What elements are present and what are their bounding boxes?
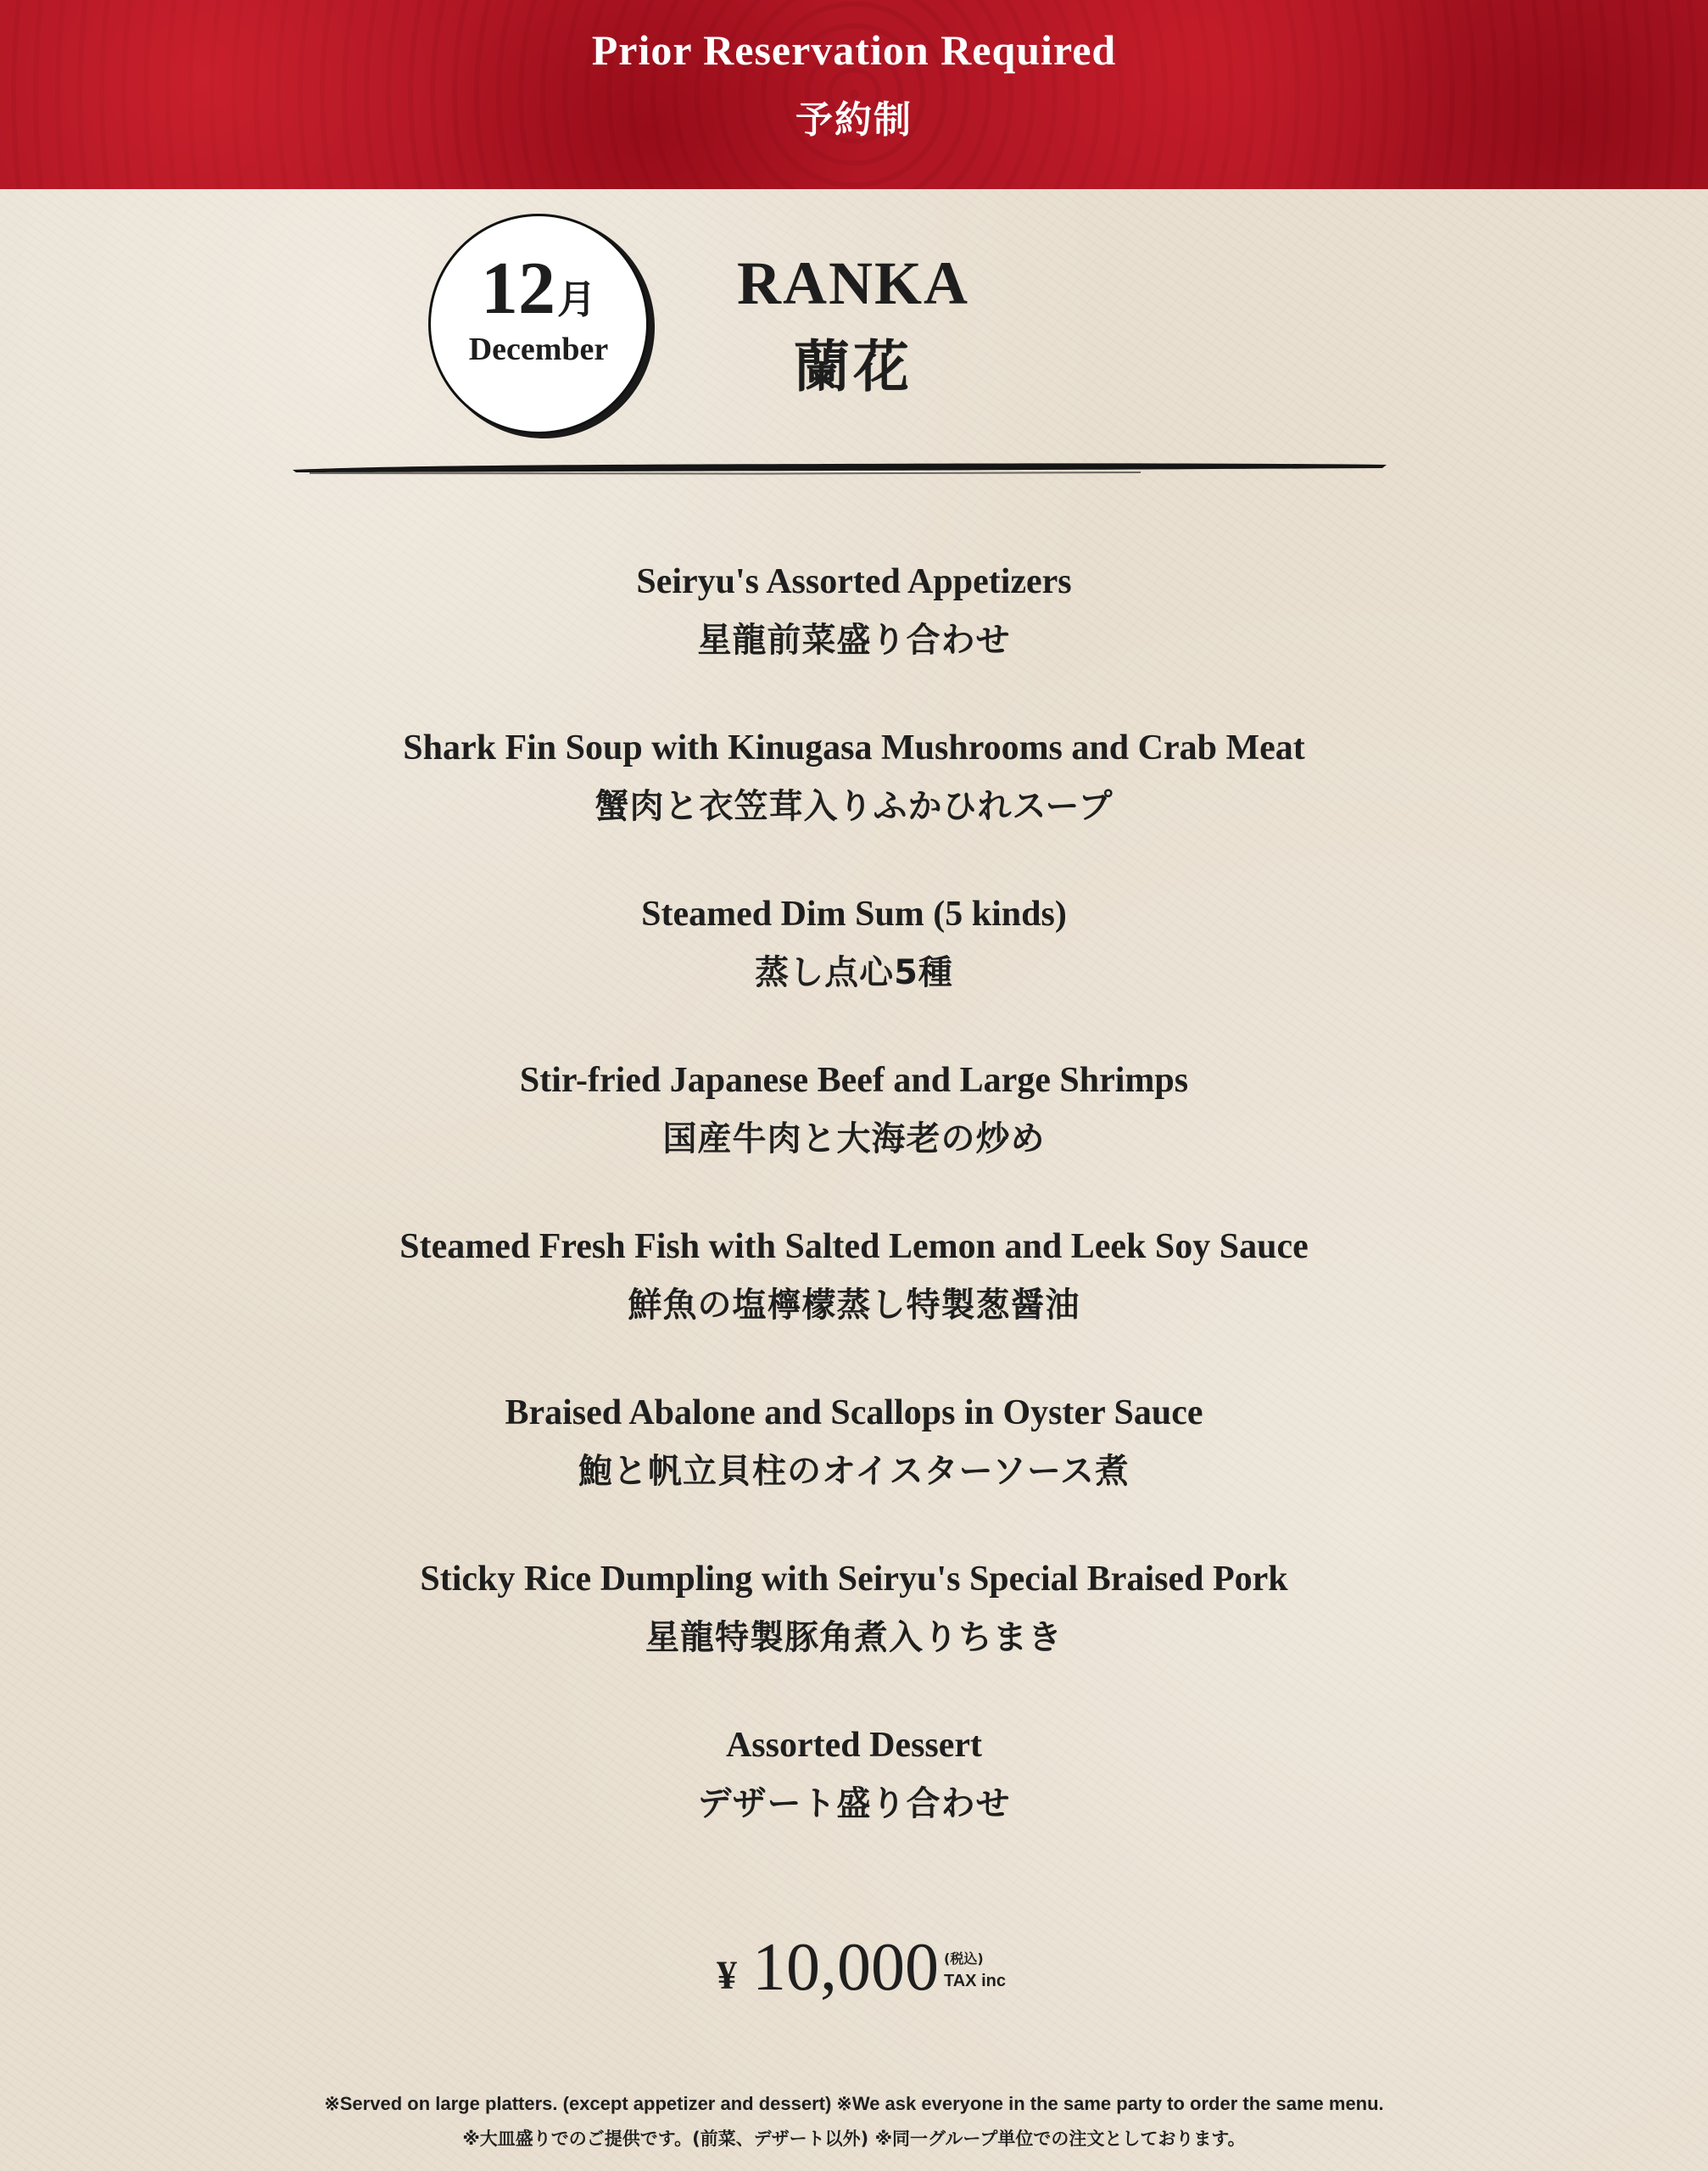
menu-item-name-en: Sticky Rice Dumpling with Seiryu's Special Braised Pork [420, 1560, 1288, 1599]
course-menu [0, 555, 1708, 1885]
reservation-notice-en: Prior Reservation Required [591, 26, 1117, 74]
course-title-ja: 蘭花 [794, 334, 913, 399]
menu-item-name-ja: 星龍特製豚角煮入りちまき [645, 1618, 1063, 1657]
menu-item-name-en: Steamed Dim Sum (5 kinds) [641, 895, 1067, 934]
menu-item-name-en: Steamed Fresh Fish with Salted Lemon and Leek Soy Sauce [399, 1227, 1309, 1266]
menu-item-name-ja: 星龍前菜盛り合わせ [697, 621, 1011, 660]
menu-item [0, 555, 1708, 722]
menu-item-name-ja: 国産牛肉と大海老の炒め [662, 1119, 1046, 1158]
month-kanji: 月 [557, 276, 596, 322]
menu-item [0, 1054, 1708, 1220]
menu-item-name-en: Stir-fried Japanese Beef and Large Shrimps [519, 1061, 1189, 1100]
brush-divider [293, 458, 1387, 477]
menu-item-name-ja: 鮮魚の塩檸檬蒸し特製葱醤油 [628, 1286, 1080, 1325]
reservation-banner [0, 0, 1708, 189]
menu-item-name-ja: 蒸し点心5種 [755, 953, 953, 992]
month-number: 12 [481, 248, 555, 330]
menu-item [0, 1387, 1708, 1553]
currency-symbol: ¥ [717, 1953, 737, 1998]
menu-item [0, 1220, 1708, 1387]
menu-item [0, 888, 1708, 1054]
tax-included-label-en: TAX inc [944, 1972, 1006, 1990]
footnote-ja: ※大皿盛りでのご提供です。(前菜、デザート以外) ※同一グループ単位での注文としております。 [462, 2129, 1246, 2149]
month-badge [431, 216, 646, 432]
tax-included-label-ja: (税込) [944, 1951, 984, 1967]
month-name: December [468, 332, 609, 367]
menu-item-name-en: Seiryu's Assorted Appetizers [636, 562, 1072, 601]
footnote-en: ※Served on large platters. (except appetizer and dessert) ※We ask everyone in the same party to order the same menu. [324, 2093, 1384, 2114]
menu-item-name-en: Shark Fin Soup with Kinugasa Mushrooms and Crab Meat [403, 728, 1305, 767]
menu-item [0, 1553, 1708, 1719]
reservation-notice-ja: 予約制 [795, 98, 913, 142]
month-number-line [431, 248, 646, 330]
course-title-en: RANKA [737, 249, 969, 317]
menu-item-name-en: Braised Abalone and Scallops in Oyster Sauce [505, 1393, 1203, 1432]
menu-item-name-ja: 鮑と帆立貝柱のオイスターソース煮 [578, 1452, 1130, 1491]
menu-item-name-ja: 蟹肉と衣笠茸入りふかひれスープ [594, 787, 1114, 826]
menu-item [0, 722, 1708, 888]
menu-item-name-en: Assorted Dessert [725, 1726, 983, 1765]
price-amount: 10,000 [752, 1930, 939, 2005]
menu-item-name-ja: デザート盛り合わせ [697, 1784, 1011, 1823]
menu-item [0, 1719, 1708, 1885]
